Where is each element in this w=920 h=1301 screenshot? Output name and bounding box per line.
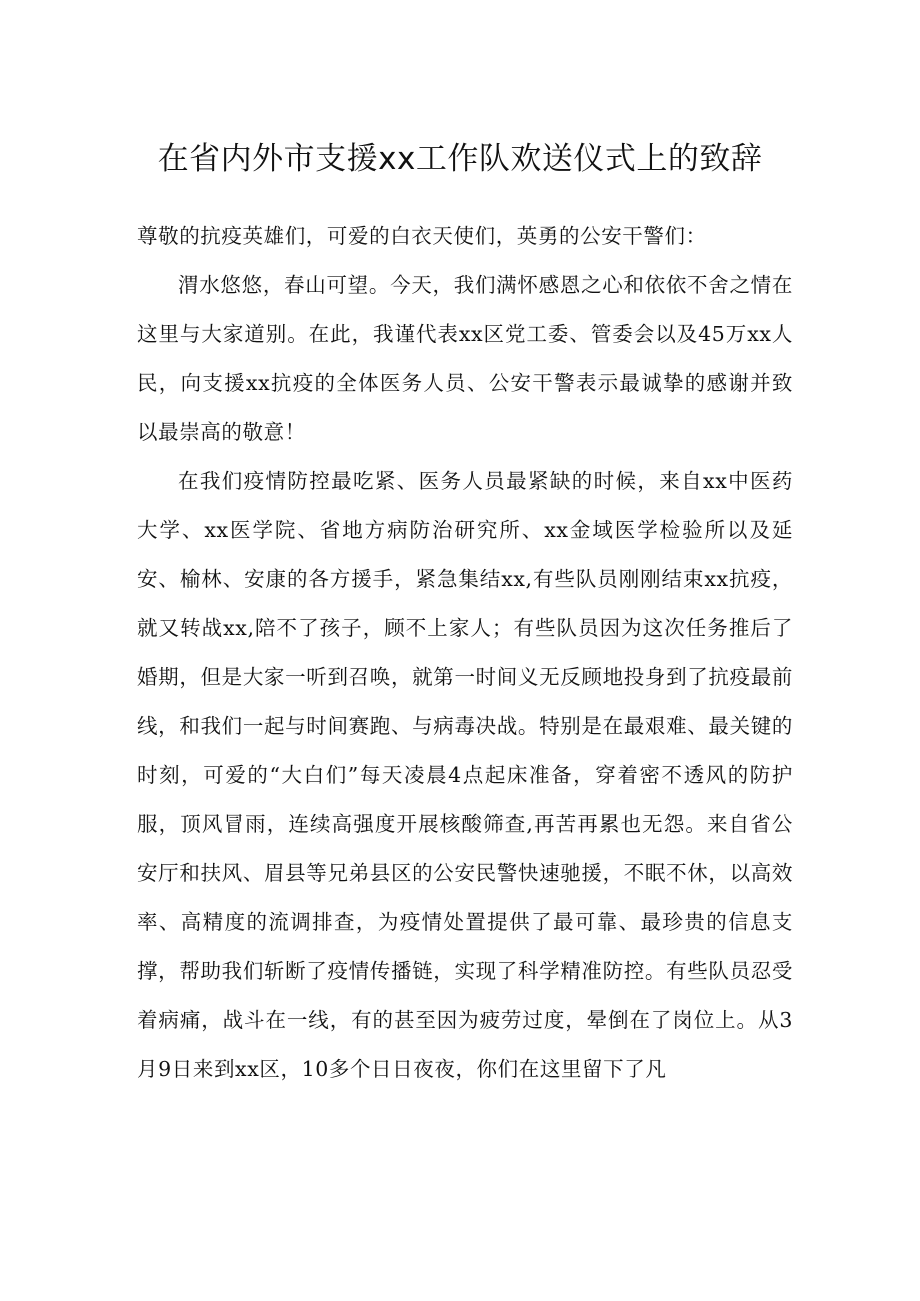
paragraph-1: 渭水悠悠，春山可望。今天，我们满怀感恩之心和依依不舍之情在这里与大家道别。在此，我谨代表xx区党工委、管委会以及45万xx人民，向支援xx抗疫的全体医务人员、公安干警表示最诚挚的感谢并致以最崇高的敬意！ (137, 273, 793, 444)
document-title: 在省内外市支援xx工作队欢送仪式上的致辞 (157, 140, 763, 177)
salutation: 尊敬的抗疫英雄们，可爱的白衣天使们，英勇的公安干警们： (137, 224, 707, 248)
document-body (137, 212, 793, 1094)
paragraph-2: 在我们疫情防控最吃紧、医务人员最紧缺的时候，来自xx中医药大学、xx医学院、省地方病防治研究所、xx金域医学检验所以及延安、榆林、安康的各方援手，紧急集结xx,有些队员刚刚结束xx抗疫，就又转战xx,陪不了孩子，顾不上家人；有些队员因为这次任务推后了婚期，但是大家一听到召唤，就第一时间义无反顾地投身到了抗疫最前线，和我们一起与时间赛跑、与病毒决战。特别是在最艰难、最关键的时刻，可爱的“大白们”每天凌晨4点起床准备，穿着密不透风的防护服，顶风冒雨，连续高强度开展核酸筛查,再苦再累也无怨。来自省公安厅和扶风、眉县等兄弟县区的公安民警快速驰援，不眠不休，以高效率、高精度的流调排查，为疫情处置提供了最可靠、最珍贵的信息支撑，帮助我们斩断了疫情传播链，实现了科学精准防控。有些队员忍受着病痛，战斗在一线，有的甚至因为疲劳过度，晕倒在了岗位上。从3月9日来到xx区，10多个日日夜夜，你们在这里留下了凡 (137, 469, 793, 1081)
